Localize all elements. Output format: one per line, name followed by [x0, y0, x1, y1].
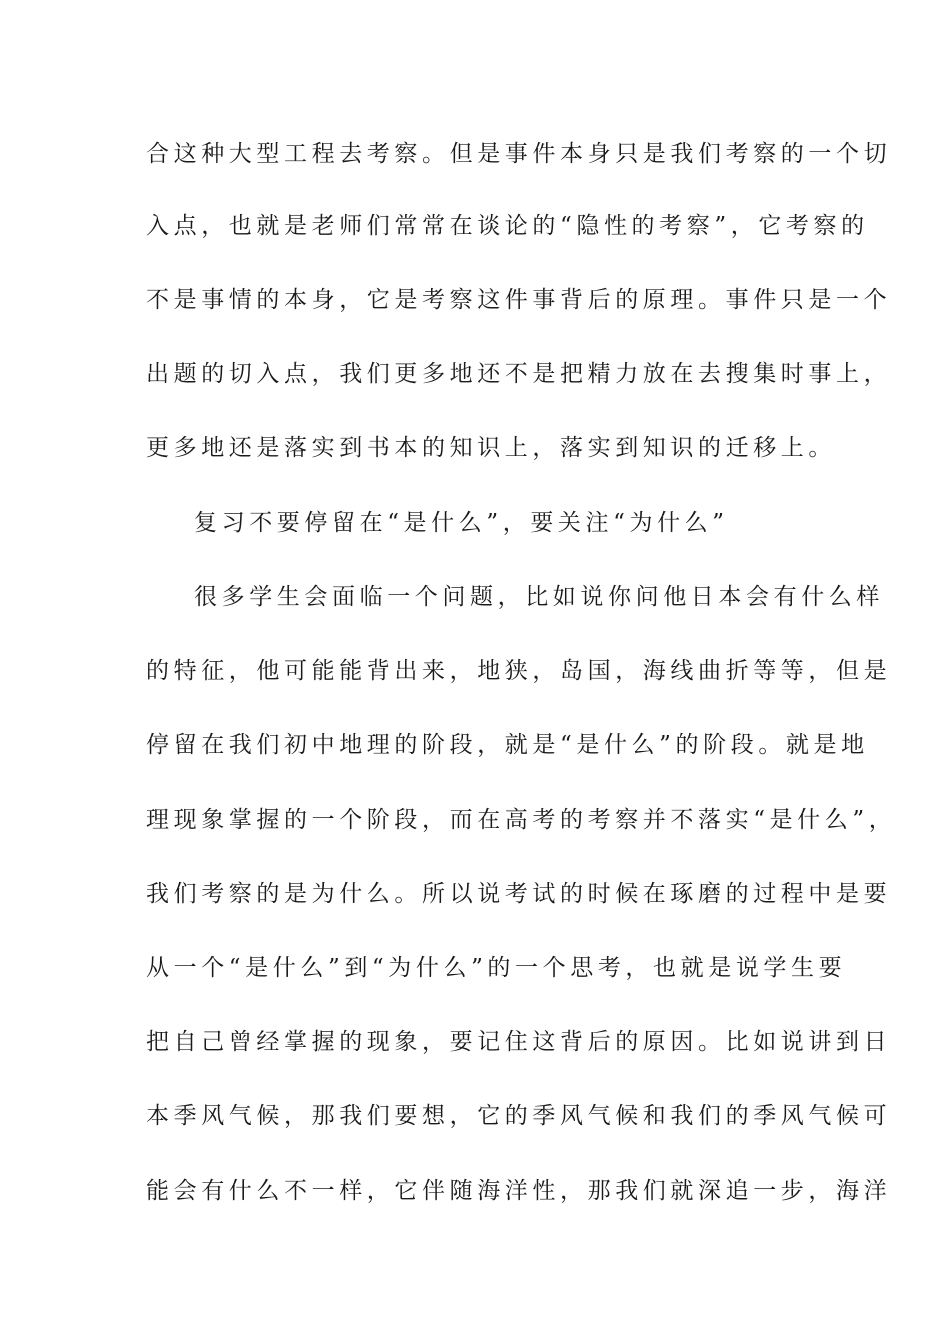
paragraph-line: 入点，也就是老师们常常在谈论的“隐性的考察”，它考察的 — [146, 213, 869, 239]
paragraph-line: 本季风气候，那我们要想，它的季风气候和我们的季风气候可 — [146, 1103, 892, 1129]
section-heading: 复习不要停留在“是什么”，要关注“为什么” — [194, 510, 729, 536]
paragraph-line: 从一个“是什么”到“为什么”的一个思考，也就是说学生要 — [146, 955, 847, 981]
paragraph-line: 能会有什么不一样，它伴随海洋性，那我们就深追一步，海洋 — [146, 1178, 892, 1204]
paragraph-line: 的特征，他可能能背出来，地狭，岛国，海线曲折等等，但是 — [146, 658, 892, 684]
paragraph-line: 把自己曾经掌握的现象，要记住这背后的原因。比如说讲到日 — [146, 1029, 892, 1055]
paragraph-line: 出题的切入点，我们更多地还不是把精力放在去搜集时事上， — [146, 361, 892, 387]
paragraph-line: 停留在我们初中地理的阶段，就是“是什么”的阶段。就是地 — [146, 732, 869, 758]
paragraph-line: 我们考察的是为什么。所以说考试的时候在琢磨的过程中是要 — [146, 881, 892, 907]
paragraph-line: 不是事情的本身，它是考察这件事背后的原理。事件只是一个 — [146, 287, 892, 313]
paragraph-line: 理现象掌握的一个阶段，而在高考的考察并不落实“是什么”， — [146, 807, 897, 833]
paragraph-line: 很多学生会面临一个问题，比如说你问他日本会有什么样 — [194, 584, 884, 610]
paragraph-line: 合这种大型工程去考察。但是事件本身只是我们考察的一个切 — [146, 141, 892, 167]
paragraph-line: 更多地还是落实到书本的知识上，落实到知识的迁移上。 — [146, 435, 836, 461]
